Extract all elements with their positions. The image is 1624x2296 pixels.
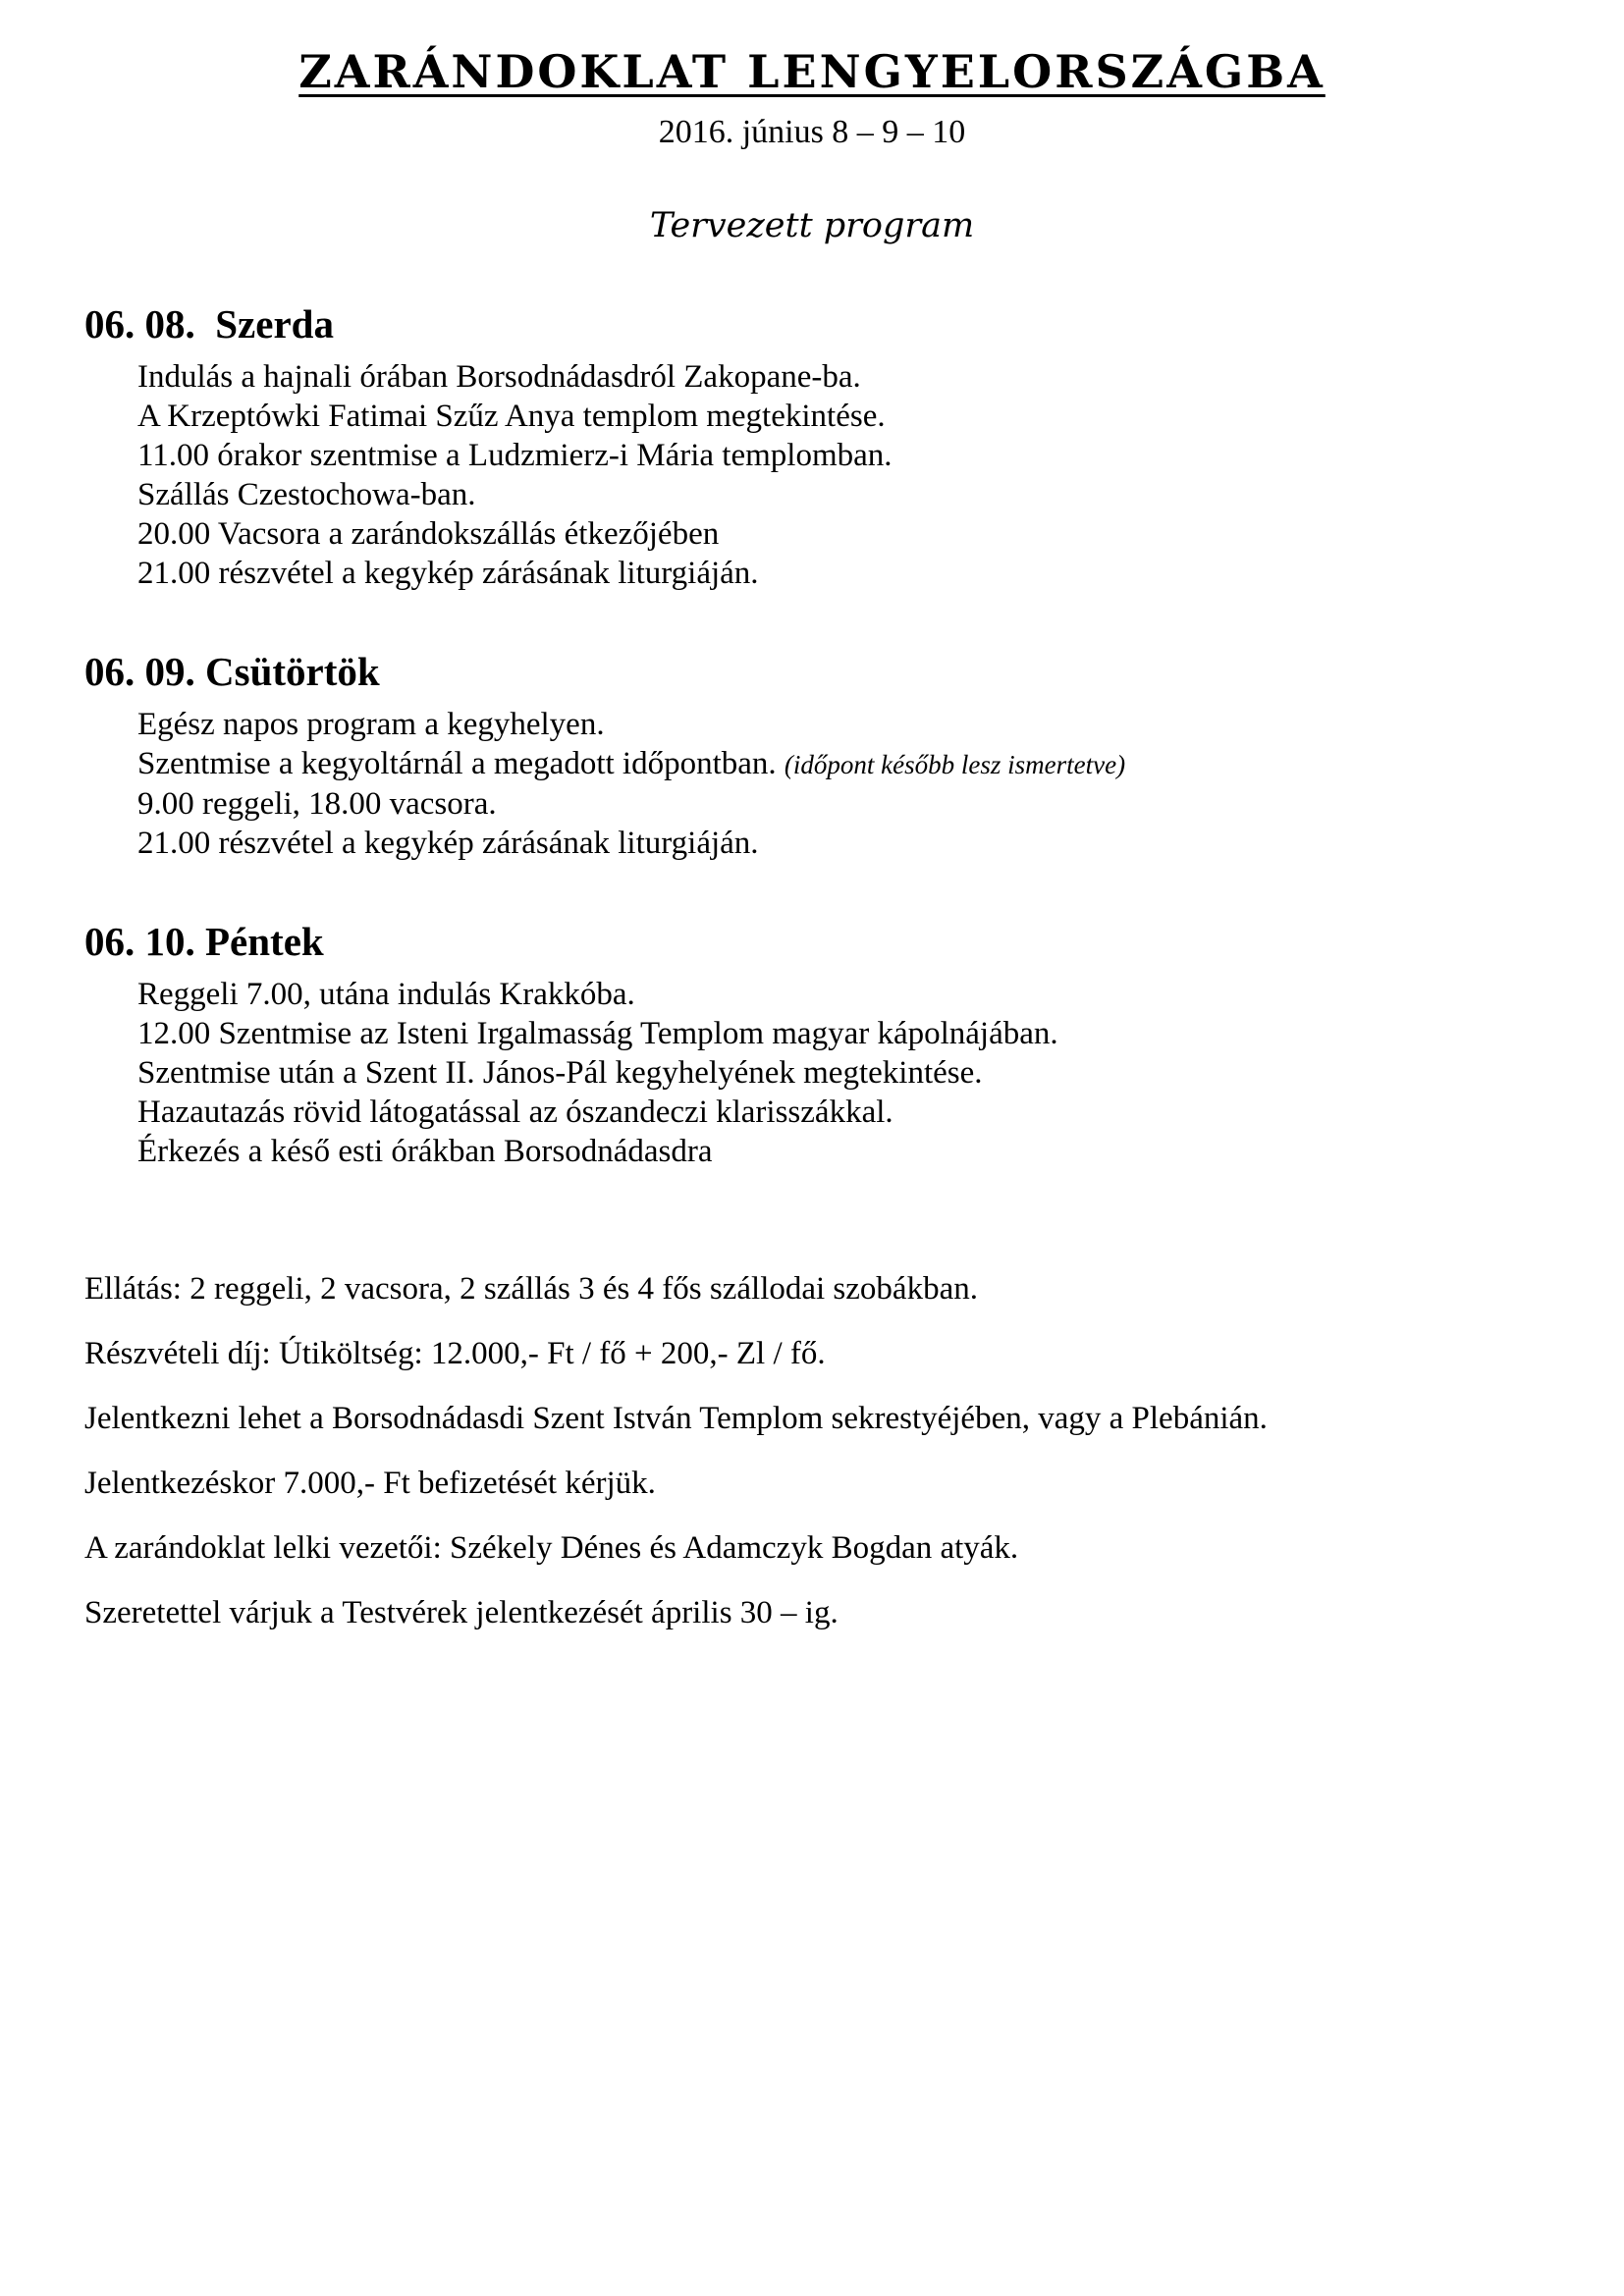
section-line: 12.00 Szentmise az Isteni Irgalmasság Templom magyar kápolnájában. [137, 1016, 1058, 1051]
program-sections [0, 300, 1624, 1171]
section-heading: 06. 09. Csütörtök [84, 649, 380, 694]
section-line-note: (időpont később lesz ismertetve) [784, 750, 1126, 779]
section-line: Indulás a hajnali órában Borsodnádasdról Zakopane-ba. [137, 359, 861, 395]
footer-paragraphs [0, 1269, 1624, 1632]
document-title: ZARÁNDOKLAT LENGYELORSZÁGBA [298, 45, 1326, 98]
section-line: 20.00 Vacsora a zarándokszállás étkezőjében [137, 516, 720, 552]
footer-paragraph: Szeretettel várjuk a Testvérek jelentkezését április 30 – ig. [84, 1595, 839, 1630]
section-line: Reggeli 7.00, utána indulás Krakkóba. [137, 977, 635, 1012]
footer-paragraph: Jelentkezéskor 7.000,- Ft befizetését kérjük. [84, 1466, 656, 1501]
section-line: 21.00 részvétel a kegykép zárásának liturgiáján. [137, 826, 759, 861]
footer-paragraph: Jelentkezni lehet a Borsodnádasdi Szent István Templom sekrestyéjében, vagy a Plebánián. [84, 1401, 1268, 1436]
section-line [0, 744, 1624, 784]
section-line: Szentmise után a Szent II. János-Pál kegyhelyének megtekintése. [137, 1055, 983, 1091]
footer-paragraph: Részvételi díj: Útiköltség: 12.000,- Ft / fő + 200,- Zl / fő. [84, 1336, 826, 1371]
footer-paragraph: A zarándoklat lelki vezetői: Székely Dénes és Adamczyk Bogdan atyák. [84, 1530, 1019, 1566]
program-section [0, 918, 1624, 1171]
section-line: Hazautazás rövid látogatással az ószandeczi klarisszákkal. [137, 1095, 893, 1130]
section-line: A Krzeptówki Fatimai Szűz Anya templom megtekintése. [137, 399, 886, 434]
section-line: Egész napos program a kegyhelyen. [137, 707, 605, 742]
section-heading: 06. 08. Szerda [84, 301, 334, 347]
section-heading: 06. 10. Péntek [84, 919, 324, 964]
section-line: 9.00 reggeli, 18.00 vacsora. [137, 786, 497, 822]
footer-paragraph: Ellátás: 2 reggeli, 2 vacsora, 2 szállás 3 és 4 fős szállodai szobákban. [84, 1271, 978, 1307]
section-line: Érkezés a késő esti órákban Borsodnádasdra [137, 1134, 713, 1169]
section-line: 21.00 részvétel a kegykép zárásának liturgiáján. [137, 556, 759, 591]
program-label: Tervezett program [649, 206, 975, 245]
section-line-text: Szentmise a kegyoltárnál a megadott időpontban. [137, 746, 785, 781]
document-subtitle: 2016. június 8 – 9 – 10 [658, 114, 966, 150]
section-line: 11.00 órakor szentmise a Ludzmierz-i Mária templomban. [137, 438, 893, 473]
program-section [0, 648, 1624, 863]
section-line: Szállás Czestochowa-ban. [137, 477, 476, 512]
program-section [0, 300, 1624, 593]
